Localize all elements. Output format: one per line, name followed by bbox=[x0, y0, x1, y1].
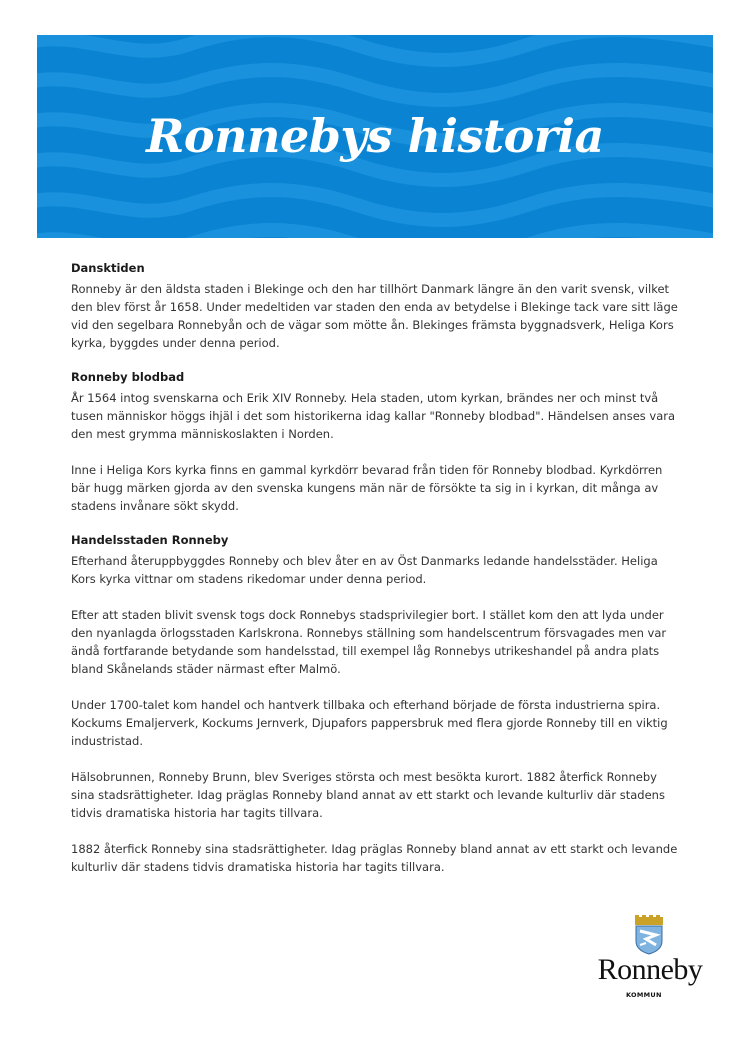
paragraph: Ronneby är den äldsta staden i Blekinge och den har tillhört Danmark längre än den varit svensk, vilket den blev först år 1658. Under medeltiden var staden den enda av betydelse i Blekinge tack vare sitt läge vid den segelbara Ronnebyån och de vägar som mötte ån. Blekinges främsta byggnadsverk, Heliga Kors kyrka, byggdes under denna period. bbox=[71, 282, 678, 350]
section-dansktiden bbox=[71, 261, 681, 352]
ronneby-kommun-logo bbox=[590, 915, 710, 1005]
section-heading: Dansktiden bbox=[71, 261, 145, 275]
paragraph: Under 1700-talet kom handel och hantverk tillbaka och efterhand började de första industrierna spira. Kockums Emaljerverk, Kockums Jernverk, Djupafors pappersbruk med flera gjorde Ronneby till en viktig industristad. bbox=[71, 698, 668, 748]
header-banner bbox=[37, 35, 713, 238]
paragraph: År 1564 intog svenskarna och Erik XIV Ronneby. Hela staden, utom kyrkan, brändes ner och minst två tusen människor höggs ihjäl i det som historikerna idag kallar "Ronneby blodbad". Händelsen anses vara den mest grymma människoslakten i Norden. bbox=[71, 391, 676, 441]
logo-subtitle: KOMMUN bbox=[626, 991, 662, 999]
logo-wordmark: Ronneby bbox=[597, 953, 703, 986]
section-handelsstaden bbox=[71, 533, 681, 876]
section-heading: Handelsstaden Ronneby bbox=[71, 533, 229, 547]
paragraph: Efterhand återuppbyggdes Ronneby och blev åter en av Öst Danmarks ledande handelsstäder. Heliga Kors kyrka vittnar om stadens rikedomar under denna period. bbox=[71, 554, 658, 586]
article-body bbox=[71, 261, 681, 894]
paragraph: 1882 återfick Ronneby sina stadsrättigheter. Idag präglas Ronneby bland annat av ett starkt och levande kulturliv där stadens tidvis dramatiska historia har tagits tillvara. bbox=[71, 842, 678, 874]
paragraph: Hälsobrunnen, Ronneby Brunn, blev Sveriges största och mest besökta kurort. 1882 återfick Ronneby sina stadsrättigheter. Idag präglas Ronneby bland annat av ett starkt och levande kulturliv där stadens tidvis dramatiska historia har tagits tillvara. bbox=[71, 770, 665, 820]
section-ronneby-blodbad bbox=[71, 370, 681, 515]
page-title: Ronnebys historia bbox=[146, 109, 604, 163]
coat-of-arms-icon bbox=[632, 915, 666, 955]
paragraph: Inne i Heliga Kors kyrka finns en gammal kyrkdörr bevarad från tiden för Ronneby blodbad. Kyrkdörren bär hugg märken gjorda av den svenska kungens män när de försökte ta sig in i kyrkan, dit många av stadens invånare sökt skydd. bbox=[71, 463, 663, 513]
paragraph: Efter att staden blivit svensk togs dock Ronnebys stadsprivilegier bort. I stället kom den att lyda under den nyanlagda örlogsstaden Karlskrona. Ronnebys ställning som handelscentrum försvagades men var ändå fortfarande betydande som handelsstad, till exempel låg Ronnebys utrikeshandel på andra plats bland Skånelands städer närmast efter Malmö. bbox=[71, 608, 667, 676]
section-heading: Ronneby blodbad bbox=[71, 370, 185, 384]
